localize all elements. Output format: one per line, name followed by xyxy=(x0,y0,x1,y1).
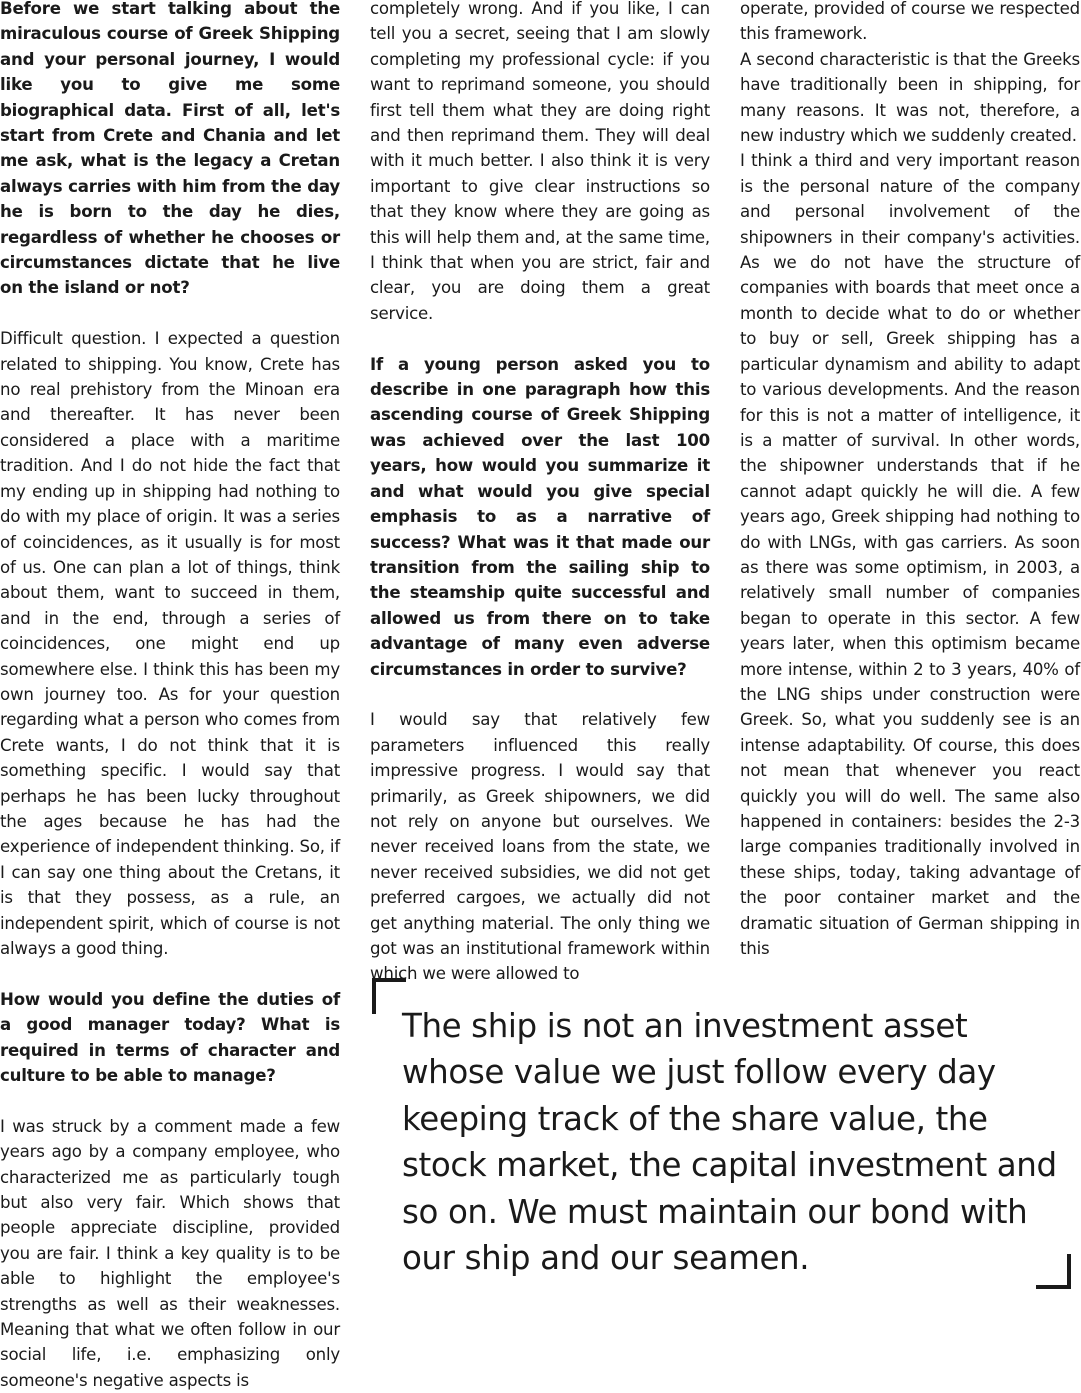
interview-answer-2-continued: completely wrong. And if you like, I can tell you a secret, seeing that I am slowly completing my professional cycle: if you want to reprimand someone, you should first tell them what they are doing right and then reprimand them. They will deal with it much better. I also think it is very important to give clear instructions so that they know where they are going as this will help them and, at the same time, I think that when you are strict, fair and clear, you are doing them a great service. xyxy=(370,0,710,323)
interview-question-2: How would you define the duties of a good manager today? What is required in terms of character and culture to be able to manage? xyxy=(0,989,340,1086)
pull-quote: The ship is not an investment asset whose value we just follow every day keeping track of the share value, the stock market, the capital investment and so on. We must maintain our bond with our ship and our seamen. xyxy=(402,1007,1057,1278)
interview-question-3: If a young person asked you to describe in one paragraph how this ascending course of Greek Shipping was achieved over the last 100 years, how would you summarize it and what would you give special emphasis to as a narrative of success? What was it that made our transition from the sailing ship to the steamship quite successful and allowed us from there on to take advantage of many even adverse circumstances in order to survive? xyxy=(370,354,710,679)
interview-answer-3-second-point: A second characteristic is that the Greeks have traditionally been in shipping, for many reasons. It was not, therefore, a new industry which we suddenly created. xyxy=(740,49,1080,146)
interview-answer-2: I was struck by a comment made a few years ago by a company employee, who characterized me as particularly tough but also very fair. Which shows that people appreciate discipline, provided you are fair. I think a key quality is to be able to highlight the employee's strengths as well as their weaknesses. Meaning that what we often follow in our social life, i.e. emphasizing only someone's negative aspects is xyxy=(0,1116,340,1390)
quote-corner-bottom-right xyxy=(1036,1254,1071,1289)
quote-corner-top-left xyxy=(372,978,406,1014)
interview-question-1: Before we start talking about the miraculous course of Greek Shipping and your personal journey, I would like you to give me some biographical data. First of all, let's start from Crete and Chania and let me ask, what is the legacy a Cretan always carries with him from the day he is born to the day he dies, regardless of whether he chooses or circumstances dictate that he live on the island or not? xyxy=(0,0,340,298)
interview-answer-3-third-point: I think a third and very important reason is the personal nature of the company and personal involvement of the shipowners in their company's activities. As we do not have the structure of companies with boards that meet once a month to decide what to do or whether to buy or sell, Greek shipping has a particular dynamism and ability to adapt to various developments. And the reason for this is not a matter of intelligence, it is a matter of survival. In other words, the shipowner understands that if he cannot adapt quickly he will die. A few years ago, Greek shipping had nothing to do with LNGs, with gas carriers. As soon as there was some optimism, in 2003, a relatively small number of companies began to operate in this sector. A few years later, when this optimism became more intense, within 2 to 3 years, 40% of the LNG ships under construction were Greek. So, what you suddenly see is an intense adaptability. Of course, this does not mean that whenever you react quickly you will do well. The same also happened in containers: besides the 2-3 large companies traditionally involved in these ships, today, taking advantage of the poor container market and the dramatic situation of German shipping in this xyxy=(740,151,1080,959)
interview-answer-1: Difficult question. I expected a question related to shipping. You know, Crete has no real prehistory from the Minoan era and thereafter. It has never been considered a place with a maritime tradition. And I do not hide the fact that my ending up in shipping had nothing to do with my place of origin. It was a series of coincidences, as it usually is for most of us. One can plan a lot of things, think about them, want to succeed in them, and in the end, through a series of coincidences, one might end up somewhere else. I think this has been my own journey too. As for your question regarding what a person who comes from Crete wants, I do not think that it is something specific. I would say that perhaps he has been lucky throughout the ages because he has had the experience of independent thinking. So, if I can say one thing about the Cretans, it is that they possess, as a rule, an independent spirit, which of course is not always a good thing. xyxy=(0,329,340,959)
interview-answer-3: I would say that relatively few parameters influenced this really impressive progress. I would say that primarily, as Greek shipowners, we did not rely on anyone but ourselves. We never received loans from the state, we never received subsidies, we did not get preferred cargoes, we actually did not get anything material. The only thing we got was an institutional framework within which we were allowed to xyxy=(370,710,710,984)
text-column-2 xyxy=(370,0,710,987)
interview-answer-3-continued: operate, provided of course we respected this framework. xyxy=(740,0,1080,44)
text-column-1 xyxy=(0,0,340,1393)
text-column-3 xyxy=(740,0,1080,961)
